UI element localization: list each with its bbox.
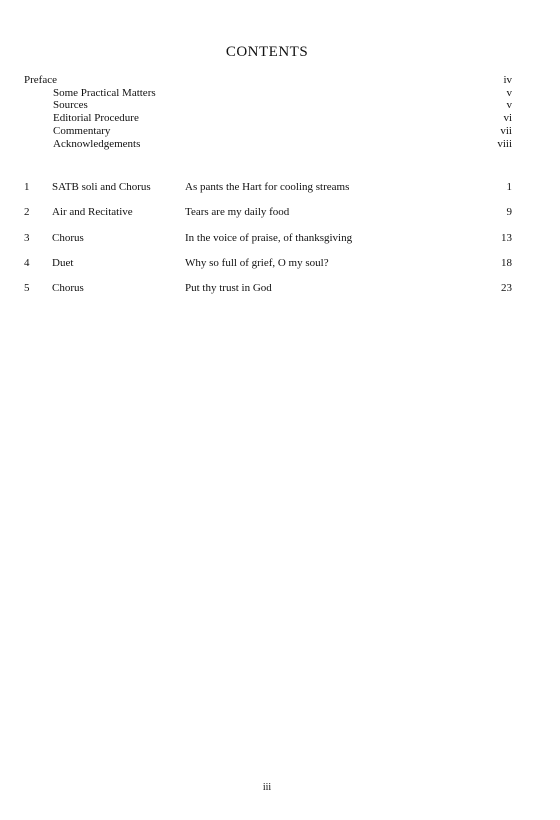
preface-heading: Preface — [24, 74, 57, 86]
movement-title: As pants the Hart for cooling streams — [185, 181, 350, 193]
movement-number: 3 — [24, 231, 30, 244]
movement-number: 1 — [24, 181, 30, 193]
movement-row — [24, 282, 512, 307]
movement-form: SATB soli and Chorus — [52, 181, 151, 193]
preface-item — [24, 87, 512, 100]
preface-item-page: v — [506, 86, 512, 99]
movement-row — [24, 257, 512, 282]
preface-item-label: Sources — [53, 99, 88, 112]
movement-form: Air and Recitative — [52, 206, 133, 219]
movement-row — [24, 206, 512, 231]
preface-item — [24, 112, 512, 125]
preface-item — [24, 125, 512, 138]
movement-form: Chorus — [52, 282, 84, 295]
movement-title: Tears are my daily food — [185, 206, 290, 219]
preface-item-page: viii — [497, 137, 512, 150]
movement-title: Why so full of grief, O my soul? — [185, 256, 329, 269]
movement-number: 4 — [24, 256, 30, 269]
movement-form: Chorus — [52, 231, 84, 244]
preface-item-label: Some Practical Matters — [53, 86, 156, 99]
movement-page: 18 — [501, 256, 512, 269]
movement-title: Put thy trust in God — [185, 282, 272, 295]
movement-number: 5 — [24, 282, 30, 295]
movement-page: 1 — [506, 181, 512, 193]
movement-title: In the voice of praise, of thanksgiving — [185, 231, 353, 244]
preface-item-page: vii — [500, 124, 512, 137]
preface-heading-page: iv — [503, 74, 512, 86]
preface-item — [24, 99, 512, 112]
preface-item-label: Editorial Procedure — [53, 112, 139, 125]
preface-heading-row — [24, 74, 512, 87]
movement-row — [24, 181, 512, 206]
movement-number: 2 — [24, 206, 30, 219]
movement-row — [24, 232, 512, 257]
preface-item-page: vi — [503, 112, 512, 125]
movement-page: 13 — [501, 231, 512, 244]
preface-section — [24, 74, 512, 150]
preface-item-label: Acknowledgements — [53, 137, 141, 150]
preface-item-label: Commentary — [53, 124, 111, 137]
page-title: CONTENTS — [225, 44, 309, 60]
movement-page: 9 — [506, 206, 512, 219]
movement-page: 23 — [501, 282, 512, 295]
preface-item — [24, 138, 512, 151]
movement-form: Duet — [52, 256, 74, 269]
page-folio: iii — [262, 782, 272, 793]
preface-item-page: v — [506, 99, 512, 112]
movement-list — [24, 181, 512, 307]
